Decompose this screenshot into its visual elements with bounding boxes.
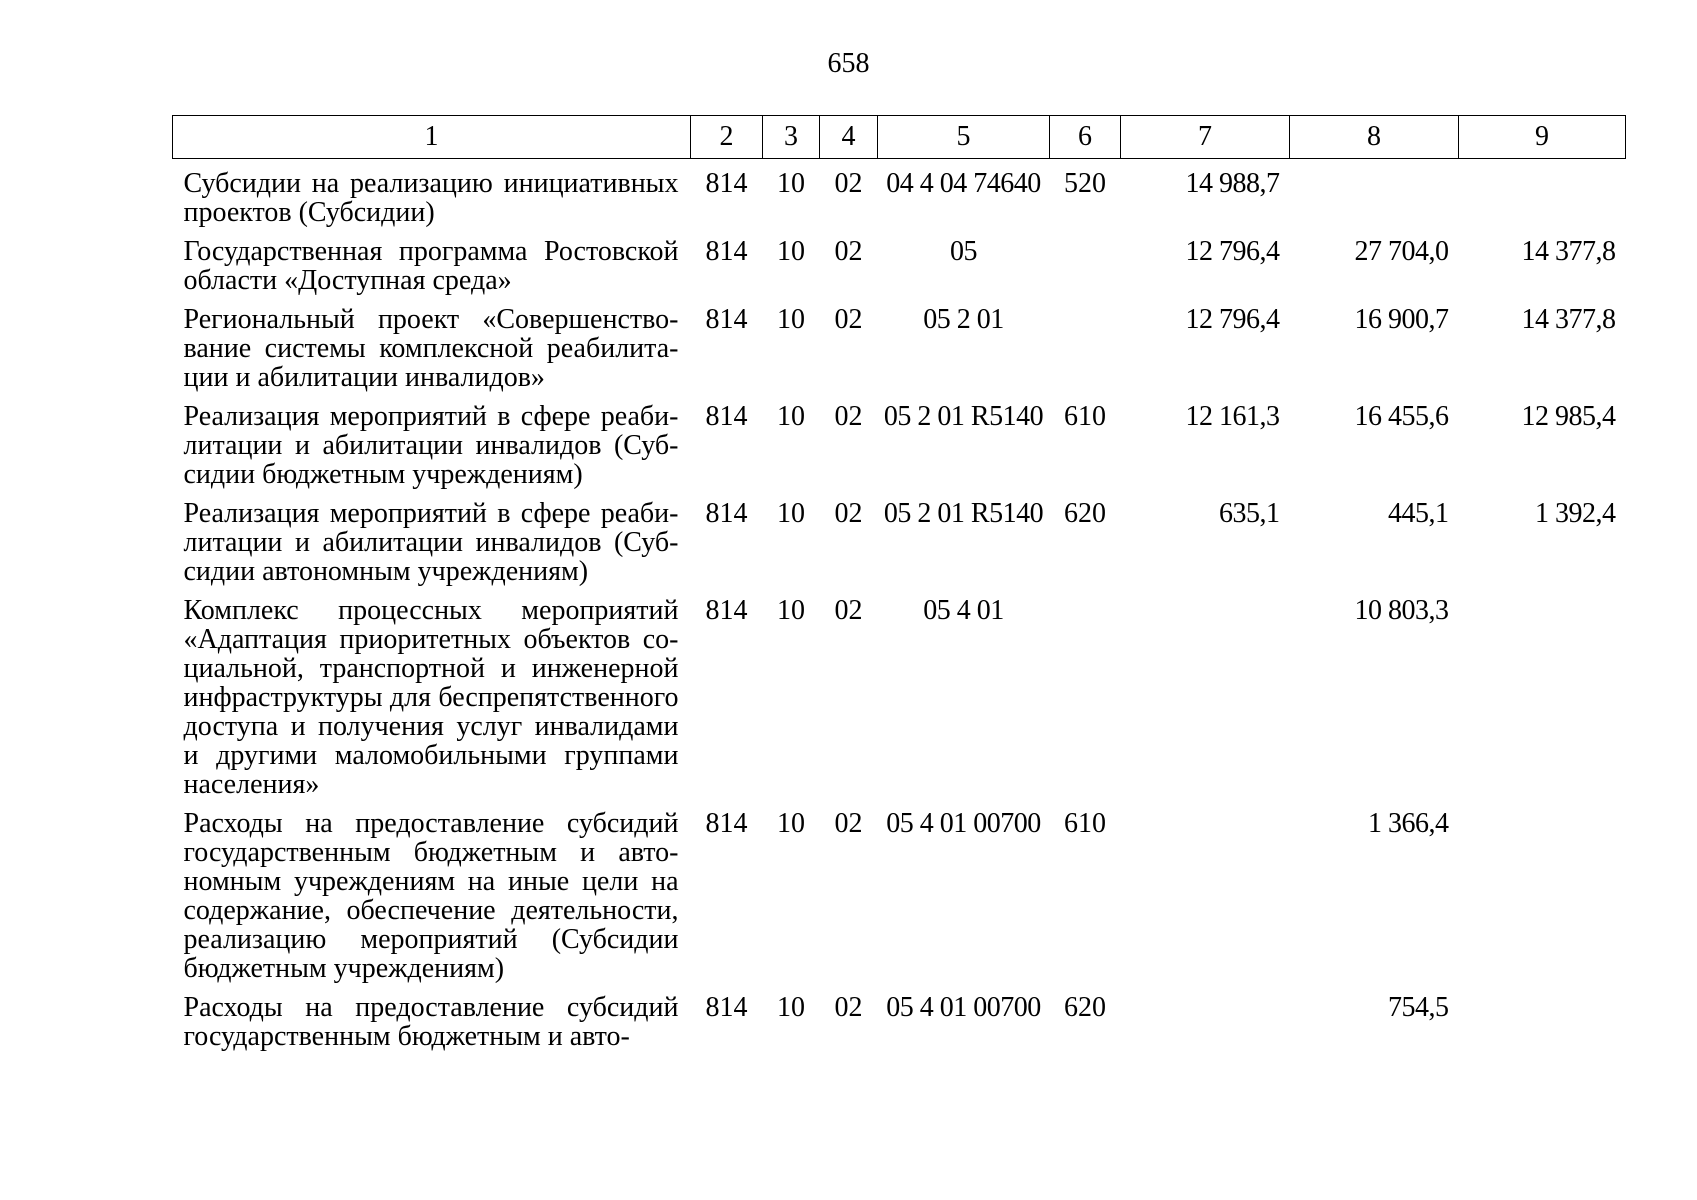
expense-type-code <box>1050 586 1121 799</box>
ministry-code: 814 <box>705 595 748 626</box>
amount-col-7: 14 988,7 <box>1185 168 1280 199</box>
section-code: 10 <box>777 595 805 626</box>
target-article-code: 05 2 01 <box>923 304 1004 335</box>
table-row <box>173 295 1626 392</box>
header-cell-1: 1 <box>173 116 691 159</box>
header-cell-7: 7 <box>1121 116 1290 159</box>
ministry-code: 814 <box>705 498 748 529</box>
ministry-code: 814 <box>705 304 748 335</box>
amount-col-9 <box>1459 983 1626 1051</box>
table-row <box>173 392 1626 489</box>
amount-col-8: 27 704,0 <box>1354 236 1449 267</box>
amount-col-9: 12 985,4 <box>1521 401 1616 432</box>
amount-col-8: 10 803,3 <box>1354 595 1449 626</box>
subsection-code: 02 <box>834 304 863 335</box>
row-name: Реализация мероприятий в сфере реабилитации и абилитации инвалидов (Субсидии автономным учреждениям) <box>183 498 679 587</box>
header-cell-9: 9 <box>1459 116 1626 159</box>
section-code: 10 <box>777 808 805 839</box>
subsection-code: 02 <box>834 992 863 1023</box>
expense-type-code <box>1050 227 1121 295</box>
expense-type-code: 620 <box>1064 992 1106 1023</box>
section-code: 10 <box>777 236 805 267</box>
table-row <box>173 586 1626 799</box>
table-header <box>173 116 1626 159</box>
table-row <box>173 159 1626 228</box>
target-article-code: 05 2 01 R5140 <box>883 498 1044 529</box>
target-article-code: 05 4 01 00700 <box>886 992 1041 1023</box>
amount-col-9 <box>1459 586 1626 799</box>
table-row <box>173 227 1626 295</box>
budget-table <box>172 115 1626 1051</box>
expense-type-code: 620 <box>1064 498 1106 529</box>
expense-type-code <box>1050 295 1121 392</box>
header-cell-5: 5 <box>878 116 1050 159</box>
amount-col-8: 1 366,4 <box>1368 808 1449 839</box>
amount-col-7 <box>1121 983 1290 1051</box>
row-name: Реализация мероприятий в сфере реабилитации и абилитации инвалидов (Субсидии бюджетным учреждениям) <box>183 401 679 490</box>
subsection-code: 02 <box>834 595 863 626</box>
section-code: 10 <box>777 168 805 199</box>
section-code: 10 <box>777 401 805 432</box>
target-article-code: 05 2 01 R5140 <box>883 401 1044 432</box>
header-cell-6: 6 <box>1050 116 1121 159</box>
table-body <box>173 159 1626 1052</box>
ministry-code: 814 <box>705 236 748 267</box>
expense-type-code: 610 <box>1064 808 1106 839</box>
amount-col-7 <box>1121 799 1290 983</box>
table-row <box>173 799 1626 983</box>
page-number: 658 <box>827 48 870 79</box>
expense-type-code: 520 <box>1064 168 1106 199</box>
amount-col-8: 16 900,7 <box>1354 304 1449 335</box>
ministry-code: 814 <box>705 401 748 432</box>
target-article-code: 05 4 01 00700 <box>886 808 1041 839</box>
amount-col-7: 635,1 <box>1219 498 1280 529</box>
subsection-code: 02 <box>834 168 863 199</box>
amount-col-7: 12 796,4 <box>1185 236 1280 267</box>
row-name: Субсидии на реализацию инициативных проектов (Субсидии) <box>183 168 679 228</box>
expense-type-code: 610 <box>1064 401 1106 432</box>
amount-col-7: 12 161,3 <box>1185 401 1280 432</box>
row-name: Региональный проект «Совершенствование системы комплексной реабилитации и абилитации инвалидов» <box>183 304 679 393</box>
subsection-code: 02 <box>834 401 863 432</box>
amount-col-9: 1 392,4 <box>1535 498 1616 529</box>
table-row <box>173 489 1626 586</box>
subsection-code: 02 <box>834 808 863 839</box>
ministry-code: 814 <box>705 992 748 1023</box>
ministry-code: 814 <box>705 808 748 839</box>
amount-col-9: 14 377,8 <box>1521 236 1616 267</box>
amount-col-8: 754,5 <box>1388 992 1449 1023</box>
target-article-code: 05 <box>950 236 977 267</box>
section-code: 10 <box>777 992 805 1023</box>
target-article-code: 05 4 01 <box>923 595 1004 626</box>
amount-col-9 <box>1459 159 1626 228</box>
target-article-code: 04 4 04 74640 <box>886 168 1041 199</box>
amount-col-8 <box>1290 159 1459 228</box>
section-code: 10 <box>777 498 805 529</box>
row-name: Расходы на предоставление субсидий государственным бюджетным и автономным учреждениям на иные цели на содержание, обеспечение деятельности, реализацию мероприятий (Субсидии бюджетным учреждениям) <box>183 808 679 984</box>
amount-col-9: 14 377,8 <box>1521 304 1616 335</box>
header-cell-4: 4 <box>820 116 878 159</box>
row-name: Государственная программа Ростовской области «Доступная среда» <box>183 236 679 296</box>
amount-col-9 <box>1459 799 1626 983</box>
amount-col-7 <box>1121 586 1290 799</box>
row-name: Комплекс процессных мероприятий «Адаптация приоритетных объектов социальной, транспортной и инженерной инфраструктуры для беспрепятственного доступа и получения услуг инвалидами и другими маломобильными группами населения» <box>183 595 679 800</box>
amount-col-8: 16 455,6 <box>1354 401 1449 432</box>
header-cell-3: 3 <box>763 116 820 159</box>
ministry-code: 814 <box>705 168 748 199</box>
table-row <box>173 983 1626 1051</box>
header-cell-2: 2 <box>691 116 763 159</box>
amount-col-7: 12 796,4 <box>1185 304 1280 335</box>
subsection-code: 02 <box>834 236 863 267</box>
header-cell-8: 8 <box>1290 116 1459 159</box>
section-code: 10 <box>777 304 805 335</box>
subsection-code: 02 <box>834 498 863 529</box>
amount-col-8: 445,1 <box>1388 498 1449 529</box>
header-row <box>173 116 1626 159</box>
row-name: Расходы на предоставление субсидий государственным бюджетным и авто- <box>183 992 679 1052</box>
